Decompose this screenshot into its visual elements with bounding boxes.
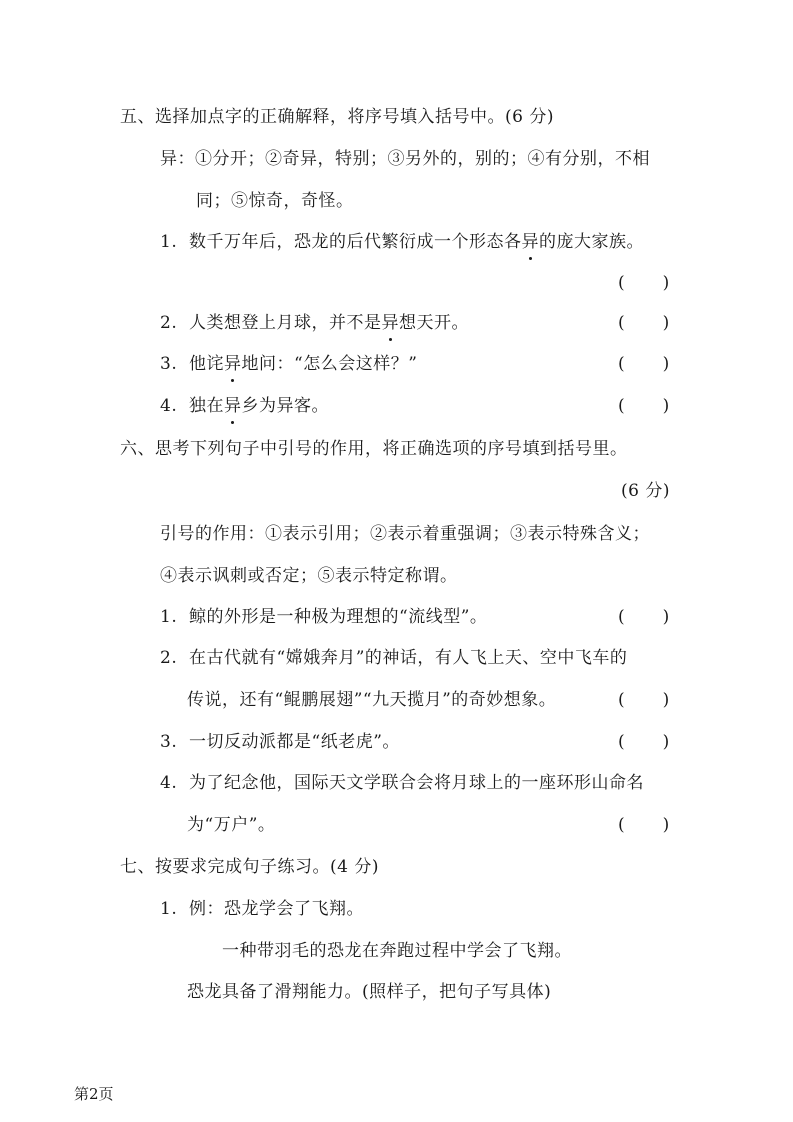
question-number: 2. (160, 648, 178, 668)
answer-paren-6-2[interactable]: ( ) (618, 690, 670, 710)
section-6-options-line1: 引号的作用：①表示引用；②表示着重强调；③表示特殊含义； (160, 524, 650, 544)
question-number: 1. (160, 607, 178, 627)
answer-paren-5-2[interactable]: ( ) (618, 313, 670, 333)
question-text: 人类想登上月球，并不是 (189, 313, 382, 333)
answer-paren-5-4[interactable]: ( ) (618, 396, 670, 416)
question-number: 1. (160, 232, 178, 252)
question-text-end: 的庞大家族。 (539, 232, 645, 252)
section-5-definition-line2: 同；⑤惊奇，奇怪。 (196, 191, 354, 211)
answer-paren-5-3[interactable]: ( ) (618, 354, 670, 374)
answer-paren-6-3[interactable]: ( ) (618, 732, 670, 752)
question-text: 在古代就有“嫦娥奔月”的神话，有人飞上天、空中飞车的 (189, 648, 628, 668)
question-text-end: 想天开。 (399, 313, 470, 333)
section-5-question-2 (160, 311, 469, 335)
section-7-title: 七、按要求完成句子练习。(4 分) (120, 857, 379, 877)
section-6-question-4-line2: 为“万户”。 (187, 815, 276, 835)
section-5-title: 五、选择加点字的正确解释，将序号填入括号中。(6 分) (120, 107, 554, 127)
section-6-question-4 (160, 771, 644, 795)
question-number: 4. (160, 773, 178, 793)
answer-paren-5-1[interactable]: ( ) (618, 273, 670, 293)
question-text: 他诧 (189, 354, 225, 374)
section-5-question-1 (160, 230, 644, 254)
dotted-character: 异 (224, 396, 242, 416)
question-text: 数千万年后，恐龙的后代繁衍成一个形态各 (189, 232, 522, 252)
section-7-example-sentence: 一种带羽毛的恐龙在奔跑过程中学会了飞翔。 (222, 941, 572, 961)
answer-paren-6-4[interactable]: ( ) (618, 815, 670, 835)
section-5-definition-line1: 异：①分开；②奇异，特别；③另外的，别的；④有分别，不相 (160, 149, 650, 169)
question-number: 3. (160, 354, 178, 374)
answer-paren-6-1[interactable]: ( ) (618, 607, 670, 627)
section-6-question-1 (160, 605, 487, 629)
question-text: 一切反动派都是“纸老虎”。 (189, 732, 400, 752)
section-6-title: 六、思考下列句子中引号的作用，将正确选项的序号填到括号里。 (120, 439, 628, 459)
section-5-question-3 (160, 352, 417, 376)
question-text: 为了纪念他，国际天文学联合会将月球上的一座环形山命名 (189, 773, 645, 793)
section-6-options-line2: ④表示讽刺或否定；⑤表示特定称谓。 (160, 566, 458, 586)
dotted-character: 异 (521, 232, 540, 252)
section-6-question-2 (160, 646, 627, 670)
question-number: 4. (160, 396, 178, 416)
section-7-task-sentence: 恐龙具备了滑翔能力。(照样子，把句子写具体) (187, 982, 552, 1002)
question-text: 例：恐龙学会了飞翔。 (189, 899, 365, 919)
section-6-question-3 (160, 730, 400, 754)
section-6-score: (6 分) (621, 481, 670, 501)
question-number: 3. (160, 732, 178, 752)
question-number: 2. (160, 313, 178, 333)
section-7-question-1 (160, 897, 364, 921)
section-6-question-2-line2: 传说，还有“鲲鹏展翅”“九天揽月”的奇妙想象。 (187, 690, 557, 710)
question-number: 1. (160, 899, 178, 919)
question-text: 鲸的外形是一种极为理想的“流线型”。 (189, 607, 488, 627)
question-text: 独在 (189, 396, 225, 416)
question-text-end: 乡为异客。 (241, 396, 330, 416)
section-5-question-4 (160, 394, 329, 418)
question-text-end: 地问：“怎么会这样？” (241, 354, 418, 374)
dotted-character: 异 (381, 313, 400, 333)
dotted-character: 异 (224, 354, 242, 374)
page-number: 第2页 (74, 1085, 114, 1103)
